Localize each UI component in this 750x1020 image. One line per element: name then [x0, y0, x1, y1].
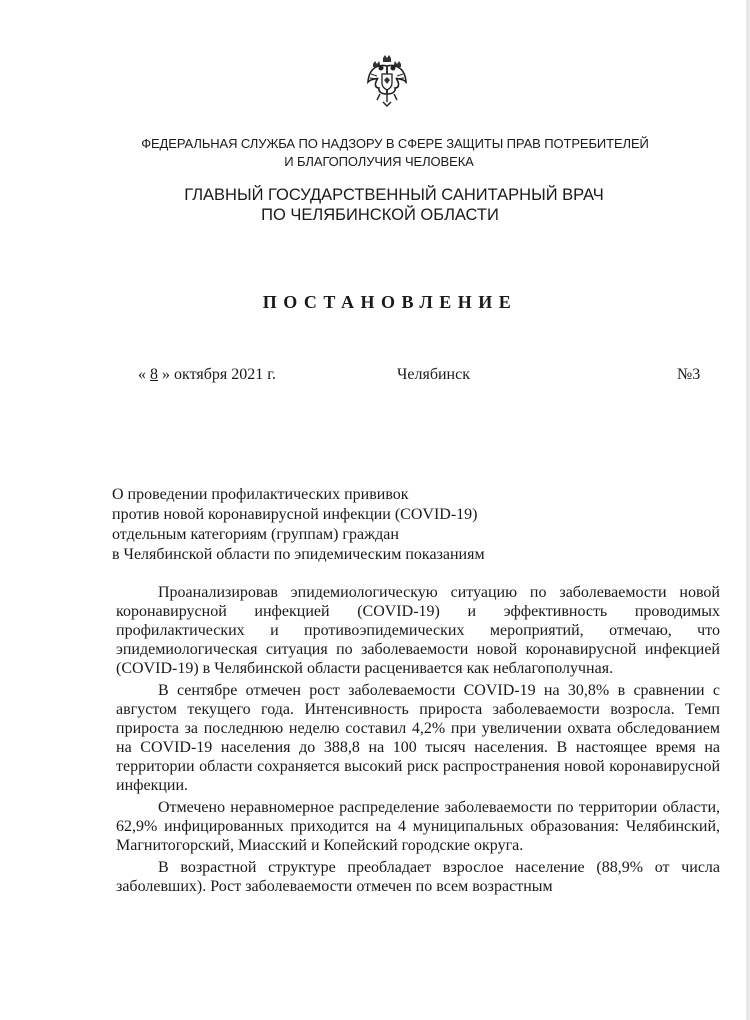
document-subject [112, 485, 612, 565]
document-date [138, 366, 276, 384]
date-day: 8 [150, 366, 158, 383]
subject-line: против новой коронавирусной инфекции (COVID-19) [112, 506, 478, 523]
coat-of-arms-icon [366, 54, 408, 112]
official-title-line2: ПО ЧЕЛЯБИНСКОЙ ОБЛАСТИ [261, 206, 499, 224]
document-number: №3 [677, 366, 701, 383]
date-open-quote: « [138, 366, 146, 383]
document-city: Челябинск [397, 366, 470, 383]
subject-line: отдельным категориям (группам) граждан [112, 526, 399, 543]
official-title-line1: ГЛАВНЫЙ ГОСУДАРСТВЕННЫЙ САНИТАРНЫЙ ВРАЧ [184, 186, 604, 204]
agency-name-line1: ФЕДЕРАЛЬНАЯ СЛУЖБА ПО НАДЗОРУ В СФЕРЕ ЗАЩИТЫ ПРАВ ПОТРЕБИТЕЛЕЙ [141, 136, 649, 151]
official-title [0, 185, 750, 225]
document-type-heading: ПОСТАНОВЛЕНИЕ [262, 292, 518, 312]
agency-name [0, 135, 750, 171]
body-paragraph: В сентябре отмечен рост заболеваемости COVID-19 на 30,8% в сравнении с августом текущего года. Интенсивность прироста заболеваемости возросла. Темп прироста за последнюю неделю составил 4,2% при увеличении охвата обследованием на COVID-19 населения до 388,8 на 100 тысяч населения. В настоящее время на территории области сохраняется высокий риск распространения новой коронавирусной инфекции. [116, 682, 720, 794]
subject-line: в Челябинской области по эпидемическим показаниям [112, 546, 485, 563]
body-paragraph: Отмечено неравномерное распределение заболеваемости по территории области, 62,9% инфицированных приходится на 4 муниципальных образования: Челябинский, Магнитогорский, Миасский и Копейский городские округа. [116, 799, 720, 854]
subject-line: О проведении профилактических прививок [112, 486, 409, 503]
body-paragraph: В возрастной структуре преобладает взрослое население (88,9% от числа заболевших). Рост заболеваемости отмечен по всем возрастным [116, 859, 720, 895]
document-body [116, 583, 720, 899]
body-paragraph: Проанализировав эпидемиологическую ситуацию по заболеваемости новой коронавирусной инфекцией (COVID-19) и эффективность проводимых профилактических и противоэпидемических мероприятий, отмечаю, что эпидемиологическая ситуация по заболеваемости новой коронавирусной инфекцией (COVID-19) в Челябинской области расценивается как неблагополучная. [116, 584, 720, 677]
date-rest: » октября 2021 г. [162, 366, 276, 383]
agency-name-line2: И БЛАГОПОЛУЧИЯ ЧЕЛОВЕКА [284, 154, 474, 169]
